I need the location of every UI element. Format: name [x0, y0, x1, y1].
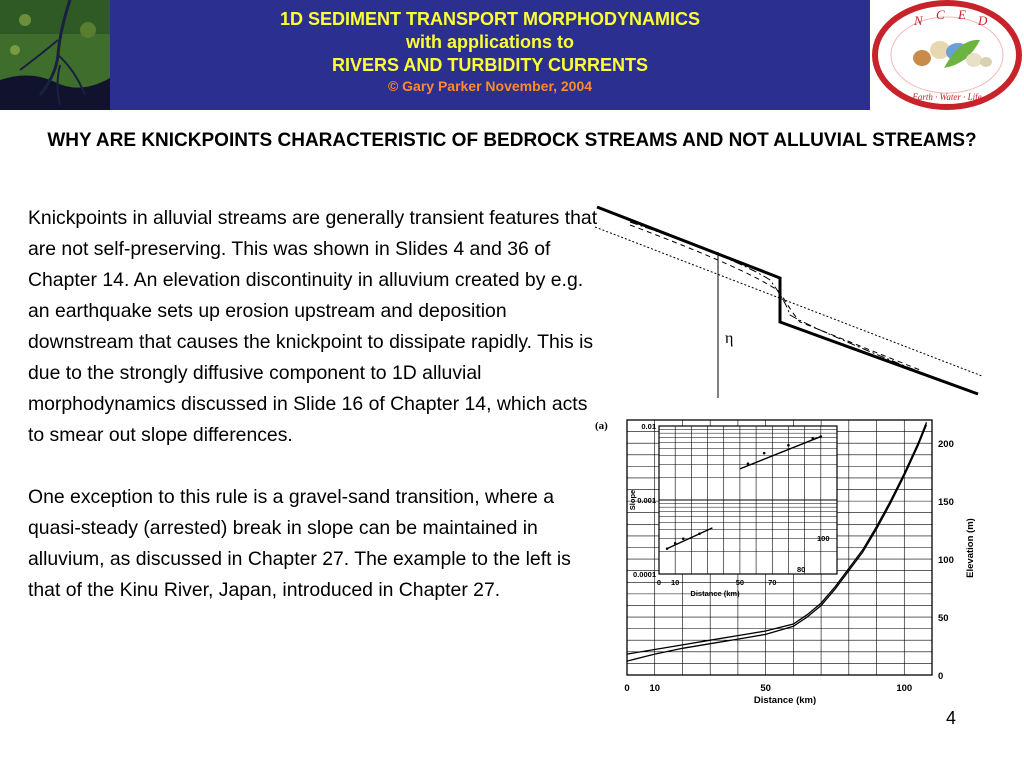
course-title-line3: RIVERS AND TURBIDITY CURRENTS — [331, 55, 649, 75]
copyright-line: © Gary Parker November, 2004 — [387, 78, 593, 94]
elevation-tick-label: 0 — [938, 671, 944, 682]
course-title-line1: 1D SEDIMENT TRANSPORT MORPHODYNAMICS — [279, 9, 701, 29]
elevation-tick-labels — [938, 439, 954, 682]
course-title-line2: with applications to — [405, 32, 574, 52]
slope-point — [787, 444, 790, 447]
inset-distance-tick-label: 10 — [671, 578, 680, 587]
nced-logo — [870, 0, 1024, 110]
slope-tick-label: 0.0001 — [633, 570, 656, 579]
page-number: 4 — [946, 708, 957, 728]
y-axis-label: Elevation (m) — [965, 518, 976, 578]
elevation-tick-label: 100 — [938, 555, 954, 567]
bed-profile-dashed — [630, 225, 920, 370]
distance-tick-label: 10 — [649, 683, 661, 694]
logo-letter-n: N — [914, 13, 923, 28]
inset-right-tick-label: 100 — [817, 534, 830, 543]
inset-right-tick-label: 80 — [797, 565, 806, 574]
elevation-tick-label: 200 — [938, 439, 954, 451]
kinu-river-chart — [590, 410, 990, 710]
slope-tick-label: 0.001 — [637, 496, 656, 505]
inset-grid — [659, 426, 837, 574]
slope-tick-label: 0.01 — [641, 422, 656, 431]
body-paragraph-1: Knickpoints in alluvial streams are generally transient features that are not self-preserving. This was shown in Slides 4 and 36 of Chapter 14. An elevation discontinuity in alluvium created by e.g. an earthquake sets up erosion upstream and deposition downstream that causes the knickpoint to dissipate rapidly. This is due to the strongly diffusive component to 1D alluvial morphodynamics discussed in Slide 16 of Chapter 14, which acts to smear out slope differences. — [28, 207, 598, 446]
elevation-tick-label: 150 — [938, 497, 954, 509]
distance-tick-label: 100 — [896, 683, 913, 694]
course-banner — [110, 0, 870, 110]
inset-y-axis-label: Slope — [628, 489, 637, 511]
slope-point — [763, 452, 766, 455]
chart-panel-label: (a) — [595, 420, 608, 432]
inset-distance-tick-label: 0 — [656, 578, 662, 587]
logo-letter-d: D — [978, 13, 988, 28]
distance-tick-labels — [624, 683, 912, 694]
bed-profile-initial — [597, 207, 978, 394]
slide-header — [0, 0, 1024, 110]
x-axis-label: Distance (km) — [753, 695, 817, 706]
inset-distance-tick-label: 50 — [735, 578, 745, 587]
knickpoint-diagram — [590, 200, 990, 400]
body-text — [28, 203, 603, 606]
logo-letter-e: E — [958, 7, 966, 22]
eta-label: η — [725, 330, 734, 347]
reference-dotted-line — [595, 227, 982, 376]
logo-letter-c: C — [936, 7, 945, 22]
inset-distance-tick-label: 70 — [768, 578, 777, 587]
slide-title: WHY ARE KNICKPOINTS CHARACTERISTIC OF BEDROCK STREAMS AND NOT ALLUVIAL STREAMS? — [47, 130, 977, 151]
slope-point — [682, 537, 685, 540]
distance-tick-label: 50 — [760, 683, 771, 694]
body-paragraph-2: One exception to this rule is a gravel-sand transition, where a quasi-steady (arrested) break in slope can be maintained in alluvium, as discussed in Chapter 27. The example to the left is that of the Kinu River, Japan, introduced in Chapter 27. — [28, 486, 571, 601]
bed-profile-evolved — [630, 222, 920, 372]
delta-satellite-image — [0, 0, 110, 110]
distance-tick-label: 0 — [624, 683, 630, 694]
inset-x-axis-label: Distance (km) — [690, 589, 740, 598]
logo-motto: Earth · Water · Life — [912, 92, 982, 102]
elevation-tick-label: 50 — [938, 613, 949, 625]
